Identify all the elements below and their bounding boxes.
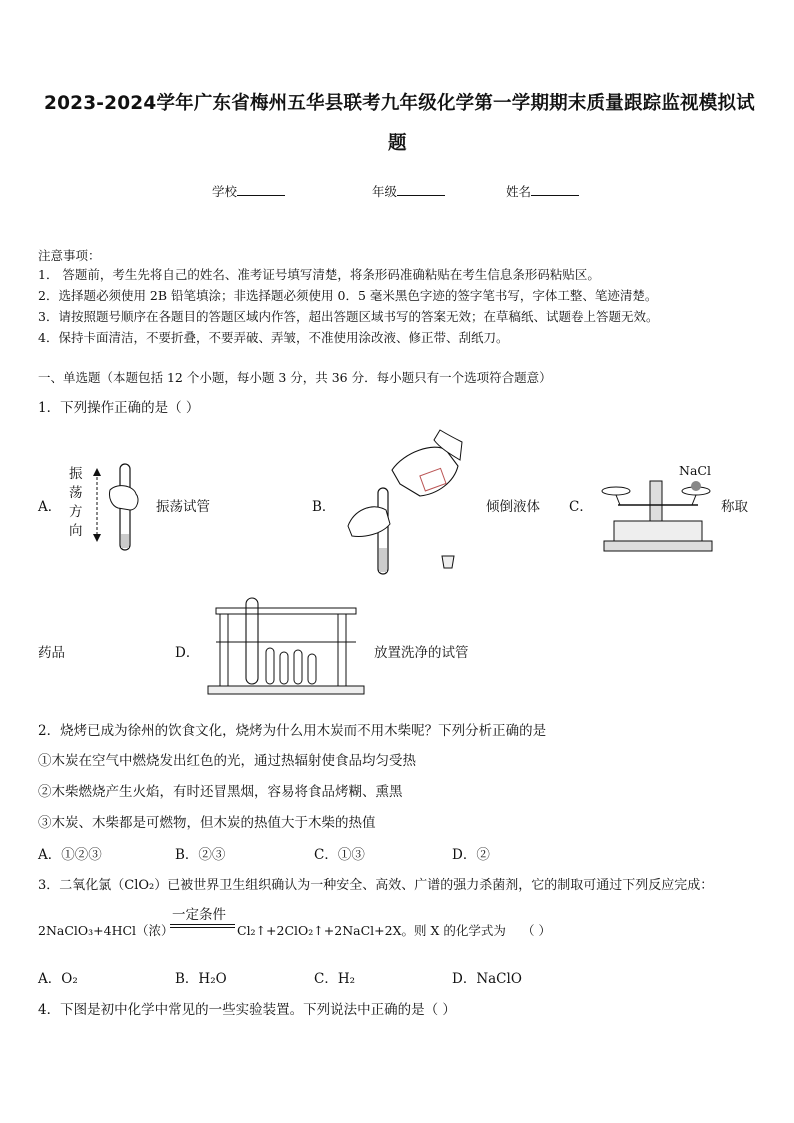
q1-stem: 1．下列操作正确的是（ ） [38,400,200,416]
q2-option-c: C．①③ [314,847,365,863]
q3-option-a: A．O₂ [38,971,78,987]
q1-option-c-text-1: 称取 [721,499,748,515]
q1-option-b-label: B． [312,499,336,515]
grade-label: 年级 [372,184,398,199]
note-item-4: 4．保持卡面清洁，不要折叠，不要弄破、弄皱，不准使用涂改液、修正带、刮纸刀。 [38,330,509,345]
q3-option-b: B．H₂O [175,971,227,987]
q2-option-a: A．①②③ [38,847,102,863]
q1-a-arrow-caption [69,465,85,541]
q3-option-c: C．H₂ [314,971,356,987]
exam-title-line2: 题 [388,133,407,154]
q3-option-d: D．NaClO [452,971,522,987]
q1-c-balance-illustration [600,475,715,553]
school-blank [237,183,285,196]
q1-option-d-label: D． [175,645,200,661]
q3-equation-condition: 一定条件 [172,907,226,923]
q1-a-char-3: 方 [69,504,83,520]
section-heading: 一、单选题（本题包括 12 个小题，每小题 3 分，共 36 分．每小题只有一个选项符合题意） [38,370,552,385]
q1-option-a-text: 振荡试管 [156,499,210,515]
q4-stem: 4．下图是初中化学中常见的一些实验装置。下列说法中正确的是（ ） [38,1002,456,1018]
q1-option-d-text: 放置洗净的试管 [374,645,469,661]
q1-option-c-text-2: 药品 [38,645,65,661]
q2-stem: 2．烧烤已成为徐州的饮食文化，烧烤为什么用木炭而不用木柴呢？下列分析正确的是 [38,723,547,739]
school-field [212,182,285,200]
q1-a-char-4: 向 [69,523,83,539]
q1-option-a-label: A． [38,499,62,515]
q3-equation-right: Cl₂↑+2ClO₂↑+2NaCl+2X。则 X 的化学式为 [237,923,506,938]
q2-option-d: D．② [452,847,490,863]
name-field [506,182,579,200]
school-label: 学校 [212,184,238,199]
q1-b-pour-illustration [342,430,472,580]
exam-title-line1: 2023-2024学年广东省梅州五华县联考九年级化学第一学期期末质量跟踪监视模拟试 [44,93,755,114]
q3-stem: 3．二氧化氯（ClO₂）已被世界卫生组织确认为一种安全、高效、广谱的强力杀菌剂，它的制取可通过下列反应完成： [38,878,714,893]
q3-equation-arrow-line-2 [170,927,235,928]
q3-equation-left: 2NaClO₃+4HCl（浓） [38,923,174,938]
note-item-3: 3．请按照题号顺序在各题目的答题区域内作答，超出答题区域书写的答案无效；在草稿纸、试题卷上答题无效。 [38,309,659,324]
grade-field [372,182,445,200]
name-blank [531,183,579,196]
note-item-2: 2．选择题必须使用 2B 铅笔填涂；非选择题必须使用 0．5 毫米黑色字迹的签字笔书写，字体工整、笔迹清楚。 [38,288,658,303]
q3-answer-paren: （ ） [522,923,551,938]
q1-a-char-1: 振 [69,466,83,482]
q3-equation-arrow-line-1 [170,924,235,925]
q2-statement-2: ②木柴燃烧产生火焰，有时还冒黑烟，容易将食品烤糊、熏黑 [38,784,403,800]
grade-blank [397,183,445,196]
q1-d-test-tube-rack-illustration [206,598,366,698]
q1-a-shake-illustration [88,468,148,558]
q2-statement-3: ③木炭、木柴都是可燃物，但木炭的热值大于木柴的热值 [38,815,376,831]
q1-a-char-2: 荡 [69,485,83,501]
notes-heading: 注意事项： [38,248,101,263]
q2-statement-1: ①木炭在空气中燃烧发出红色的光，通过热辐射使食品均匀受热 [38,753,416,769]
q2-option-b: B．②③ [175,847,226,863]
note-item-1: 1． 答题前，考生先将自己的姓名、准考证号填写清楚，将条形码准确粘贴在考生信息条形码粘贴区。 [38,267,600,282]
q1-c-nacl-label: NaCl [679,463,711,478]
q1-option-c-label: C． [569,499,593,515]
q1-option-b-text: 倾倒液体 [486,499,540,515]
name-label: 姓名 [506,184,532,199]
